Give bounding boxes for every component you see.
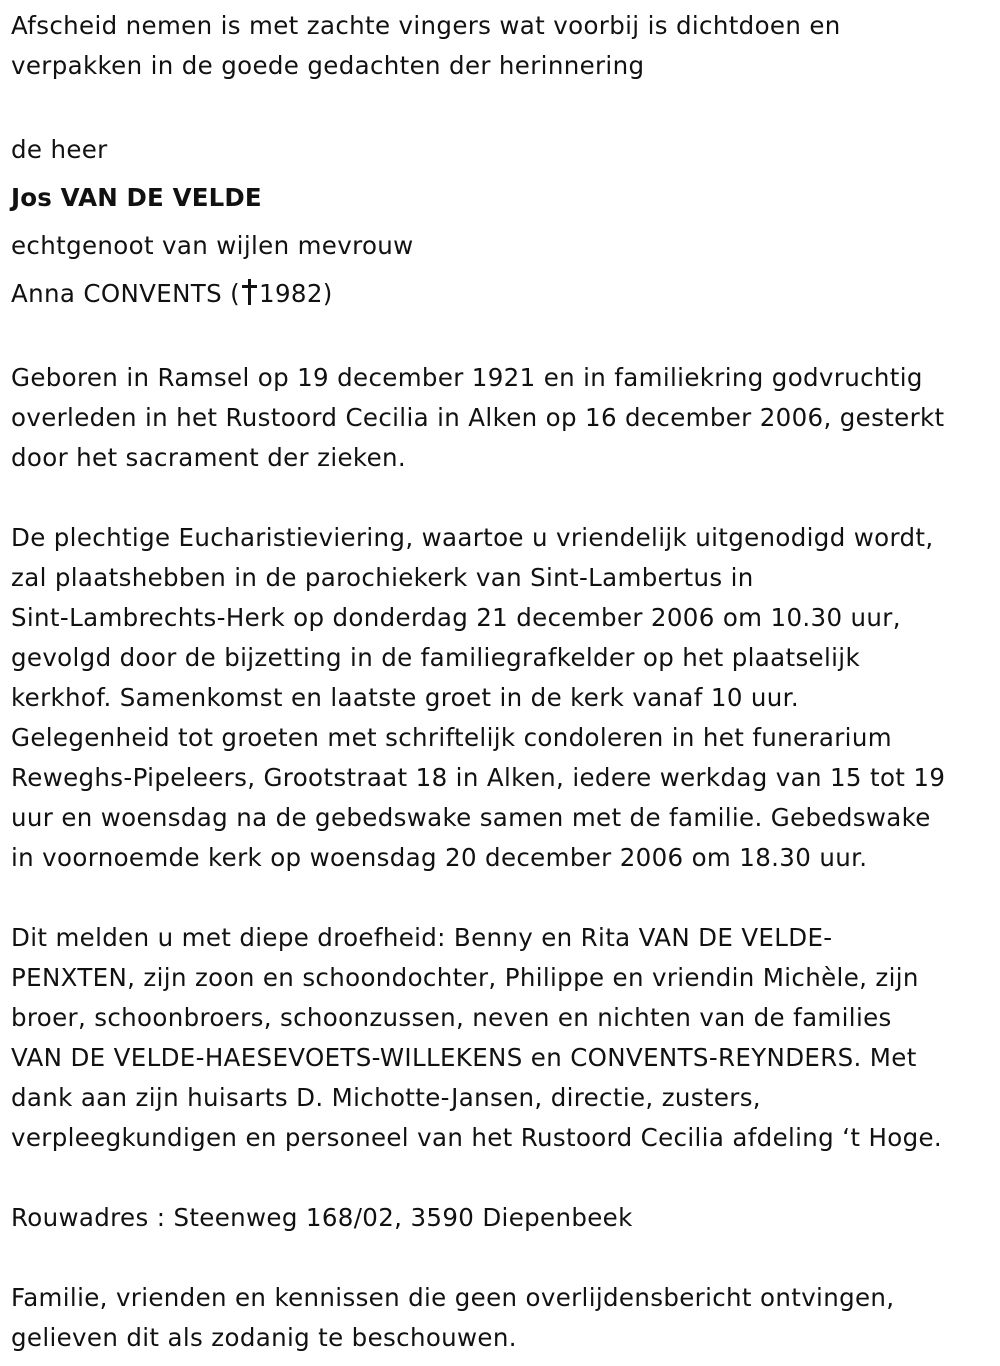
mourning-address: Rouwadres : Steenweg 168/02, 3590 Diepenbeek — [11, 1203, 633, 1232]
family-paragraph: Dit melden u met diepe droefheid: Benny en Rita VAN DE VELDE- PENXTEN, zijn zoon en schoondochter, Philippe en vriendin Michèle, zijn broer, schoonbroers, schoonzussen, neven en nichten van de families VAN DE VELDE-HAESEVOETS-WILLEKENS en CONVENTS-REYNDERS. Met dank aan zijn huisarts D. Michotte-Jansen, directie, zusters, verpleegkundigen en personeel van het Rustoord Cecilia afdeling ‘t Hoge. — [11, 923, 943, 1152]
spouse-death-year: 1982) — [259, 279, 333, 308]
spacer — [11, 1158, 996, 1198]
cross-icon — [241, 279, 257, 305]
honorific-title: de heer — [11, 135, 108, 164]
deceased-name: Jos VAN DE VELDE — [11, 183, 262, 212]
spouse-name-prefix: Anna CONVENTS ( — [11, 279, 241, 308]
spouse-name-line — [11, 270, 996, 318]
intro-quote: Afscheid nemen is met zachte vingers wat voorbij is dichtdoen en verpakken in de goede gedachten der herinnering — [11, 11, 841, 80]
spacer — [11, 878, 996, 918]
spacer — [11, 478, 996, 518]
closing-paragraph: Familie, vrienden en kennissen die geen overlijdensbericht ontvingen, gelieven dit als zodanig te beschouwen. — [11, 1283, 895, 1352]
spouse-line: echtgenoot van wijlen mevrouw — [11, 231, 414, 260]
ceremony-paragraph: De plechtige Eucharistieviering, waartoe u vriendelijk uitgenodigd wordt, zal plaatshebben in de parochiekerk van Sint-Lambertus in Sint-Lambrechts-Herk op donderdag 21 december 2006 om 10.30 uur, gevolgd door de bijzetting in de familiegrafkelder op het plaatselijk kerkhof. Samenkomst en laatste groet in de kerk vanaf 10 uur. Gelegenheid tot groeten met schriftelijk condoleren in het funerarium Reweghs-Pipeleers, Grootstraat 18 in Alken, iedere werkdag van 15 tot 19 uur en woensdag na de gebedswake samen met de familie. Gebedswake in voornoemde kerk op woensdag 20 december 2006 om 18.30 uur. — [11, 523, 946, 872]
spacer — [11, 318, 996, 358]
birth-death-paragraph: Geboren in Ramsel op 19 december 1921 en in familiekring godvruchtig overleden in het Rustoord Cecilia in Alken op 16 december 2006, gesterkt door het sacrament der zieken. — [11, 363, 945, 472]
obituary-document — [11, 6, 996, 1358]
spacer — [11, 1238, 996, 1278]
spacer — [11, 86, 996, 126]
